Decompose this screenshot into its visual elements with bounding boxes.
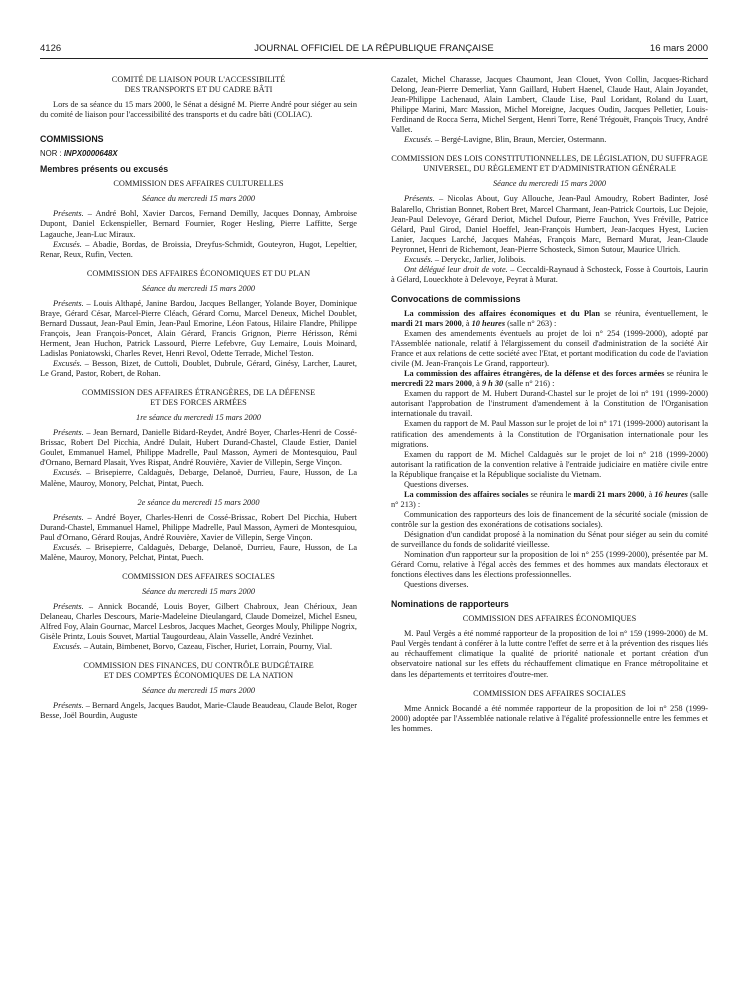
- page-header: [40, 43, 708, 57]
- membres-heading: Membres présents ou excusés: [40, 164, 169, 175]
- fin-seance: Séance du mercredi 15 mars 2000: [142, 686, 255, 696]
- journal-title: JOURNAL OFFICIEL DE LA RÉPUBLIQUE FRANÇAISE: [254, 43, 494, 54]
- right-column: [391, 75, 708, 734]
- cult-title: COMMISSION DES AFFAIRES CULTURELLES: [113, 179, 284, 189]
- fin-title: COMMISSION DES FINANCES, DU CONTRÔLE BUDGÉTAIRE ET DES COMPTES ÉCONOMIQUES DE LA NATION: [83, 661, 314, 681]
- conv-soc-item-4: Questions diverses.: [404, 580, 469, 590]
- loi-presents: Présents. – Nicolas About, Guy Allouche, Jean-Paul Amoudry, Robert Badinter, José Balarello, Christian Bonnet, Robert Bret, Marcel Charmant, Jean-Patrick Courtois, Luc Dejoie, Jean-Paul Delevoye, Gérard Deriot, Michel Dufour, Pierre Fauchon, Yves Fréville, Patrice Gélard, Paul Girod, Daniel Hoeffel, Jean-François Humbert, Jean-Jacques Hyest, Lucien Lanier, Jacques Larché, Jacques Mahéas, François Marc, Bernard Murat, Jean-Claude Peyronnet, Henri de Richemont, Jean-Pierre Schosteck, Simon Sutour, Maurice Ulrich.: [391, 194, 708, 254]
- nom-soc-title: COMMISSION DES AFFAIRES SOCIALES: [473, 688, 626, 698]
- convocations-heading: Convocations de commissions: [391, 293, 521, 304]
- fin-excuses: Excusés. – Bergé-Lavigne, Blin, Braun, Mercier, Ostermann.: [404, 135, 607, 145]
- fin-presents: Présents. – Bernard Angels, Jacques Baudot, Marie-Claude Beaudeau, Claude Belot, Roger Besse, Joël Bourdin, Auguste: [40, 701, 357, 721]
- conv-etr: La commission des affaires étrangères, de la défense et des forces armées se réunira le mercredi 22 mars 2000, à 9 h 30 (salle n° 216) :: [391, 369, 708, 389]
- left-column: [40, 75, 357, 721]
- loi-title: COMMISSION DES LOIS CONSTITUTIONNELLES, DE LÉGISLATION, DU SUFFRAGE UNIVERSEL, DU RÈGLEMENT ET D'ADMINISTRATION GÉNÉRALE: [391, 154, 708, 174]
- etr2-presents: Présents. – André Boyer, Charles-Henri de Cossé-Brissac, Robert Del Picchia, Hubert Durand-Chastel, Emmanuel Hamel, Philippe Madrelle, Paul Masson, Aymeri de Montesquiou, Paul d'Ornano, Gérard Roujas, André Rouvière, Xavier de Villepin, Serge Vinçon.: [40, 512, 357, 542]
- conv-soc-item-1: Communication des rapporteurs des lois de financement de la sécurité sociale (mission de contrôle sur la gestion des exonérations de cotisations sociales).: [391, 509, 708, 529]
- commissions-heading: COMMISSIONS: [40, 134, 104, 145]
- loi-seance: Séance du mercredi 15 mars 2000: [493, 179, 606, 189]
- soc-excuses: Excusés. – Autain, Bimbenet, Borvo, Cazeau, Fischer, Huriet, Lorrain, Pourny, Vial.: [53, 642, 333, 652]
- conv-soc-item-3: Nomination d'un rapporteur sur la proposition de loi n° 255 (1999-2000), présentée par M. Gérard Cornu, relative à l'égal accès des femmes et des hommes aux mandats électoraux et fonctions électives dans les élections professionnelles.: [391, 550, 708, 580]
- conv-soc: La commission des affaires sociales se réunira le mardi 21 mars 2000, à 16 heures (salle n° 213) :: [391, 489, 708, 509]
- conv-etr-item-1: Examen du rapport de M. Hubert Durand-Chastel sur le projet de loi n° 191 (1999-2000) autorisant l'approbation de l'instrument d'amendement à la Constitution de l'Organisation internationale du travail.: [391, 389, 708, 419]
- etr-seance-1: 1re séance du mercredi 15 mars 2000: [136, 413, 261, 423]
- etr2-excuses: Excusés. – Brisepierre, Caldaguès, Debarge, Delanoë, Durrieu, Faure, Husson, de La Malène, Mauroy, Monory, Pelchat, Pintat, Puech.: [40, 542, 357, 562]
- eco-presents: Présents. – Louis Althapé, Janine Bardou, Jacques Bellanger, Yolande Boyer, Dominique Braye, Gérard César, Marcel-Pierre Cléach, Gérard Cornu, Marcel Deneux, Michel Doublet, Bernard Dussaut, Jean-Paul Emin, Jean-Paul Emorine, Léon Fatous, Hilaire Flandre, Philippe François, Jean François-Poncet, Alain Gérard, Francis Grignon, Pierre Hérisson, Rémi Herment, Jean Huchon, Patrick Lassourd, Pierre Lefebvre, Guy Lemaire, Louis Moinard, Ladislas Poniatowski, Charles Revet, Henri Revol, Odette Terrade, Michel Teston.: [40, 298, 357, 358]
- nominations-heading: Nominations de rapporteurs: [391, 599, 509, 610]
- eco-title: COMMISSION DES AFFAIRES ÉCONOMIQUES ET DU PLAN: [86, 268, 311, 278]
- conv-eco-item: Examen des amendements éventuels au projet de loi n° 254 (1999-2000), adopté par l'Assemblée nationale, relatif à l'élargissement du conseil d'administration de la société Air France et aux relations de cette société avec l'Etat, et portant modification du code de l'aviation civile (M. Jean-François Le Grand, rapporteur).: [391, 329, 708, 369]
- comite-title: COMITÉ DE LIAISON POUR L'ACCESSIBILITÉ DES TRANSPORTS ET DU CADRE BÂTI: [111, 75, 286, 95]
- soc-title: COMMISSION DES AFFAIRES SOCIALES: [122, 571, 275, 581]
- cult-seance: Séance du mercredi 15 mars 2000: [142, 194, 255, 204]
- conv-soc-item-2: Désignation d'un candidat proposé à la nomination du Sénat pour siéger au sein du comité de surveillance du fonds de solidarité vieillesse.: [391, 529, 708, 550]
- cult-excuses: Excusés. – Abadie, Bordas, de Broissia, Dreyfus-Schmidt, Gouteyron, Hugot, Lepeltier, Renar, Reux, Rufin, Vecten.: [40, 239, 357, 259]
- nom-eco-text: M. Paul Vergès a été nommé rapporteur de la proposition de loi n° 159 (1999-2000) de M. Paul Vergès tendant à conférer à la lutte contre l'effet de serre et à la prévention des risques liés au réchauffement climatique la qualité de priorité nationale et portant création d'un observatoire national sur les effets du réchauffement climatique en France métropolitaine et dans les départements et territoires d'outre-mer.: [391, 629, 708, 679]
- etr1-excuses: Excusés. – Brisepierre, Caldaguès, Debarge, Delanoë, Durrieu, Faure, Husson, de La Malène, Mauroy, Monory, Pelchat, Pintat, Puech.: [40, 468, 357, 488]
- issue-date: 16 mars 2000: [649, 43, 708, 54]
- nom-eco-title: COMMISSION DES AFFAIRES ÉCONOMIQUES: [462, 614, 637, 624]
- etr1-presents: Présents. – Jean Bernard, Danielle Bidard-Reydet, André Boyer, Charles-Henri de Cossé-Brissac, Robert Del Picchia, André Dulait, Hubert Durand-Chastel, Claude Estier, Daniel Goulet, Emmanuel Hamel, Philippe Madrelle, Paul Masson, Aymeri de Montesquiou, Paul d'Ornano, Bernard Plasait, Yves Rispat, André Rouvière, Xavier de Villepin, Serge Vinçon.: [40, 428, 357, 468]
- nor-reference: NOR : INPX0000648X: [40, 149, 118, 159]
- cult-presents: Présents. – André Bohl, Xavier Darcos, Fernand Demilly, Jacques Donnay, Ambroise Dupont, Daniel Eckenspieller, Bernard Fournier, Roger Hesling, Pierre Laffitte, Serge Lagauche, Jean-Luc Miraux.: [40, 209, 357, 239]
- soc-seance: Séance du mercredi 15 mars 2000: [142, 586, 255, 596]
- comite-text: Lors de sa séance du 15 mars 2000, le Sénat a désigné M. Pierre André pour siéger au sein du comité de liaison pour l'accessibilité des transports et du cadre bâti (COLIAC).: [40, 100, 357, 120]
- loi-delegation: Ont délégué leur droit de vote. – Ceccaldi-Raynaud à Schosteck, Fosse à Courtois, Laurin à Gélard, Loueckhote à Delevoye, Peyrat à Murat.: [391, 264, 708, 284]
- eco-seance: Séance du mercredi 15 mars 2000: [142, 283, 255, 293]
- soc-presents: Présents. – Annick Bocandé, Louis Boyer, Gilbert Chabroux, Jean Chérioux, Jean Delaneau, Charles Descours, Marie-Madeleine Dieulangard, Claude Domeizel, Michel Esneu, Alfred Foy, Alain Gournac, Marcel Lesbros, Jacques Machet, Georges Mouly, Philippe Nogrix, Gisèle Printz, Louis Souvet, Martial Taugourdeau, Alain Vasselle, André Vezinhet.: [40, 601, 357, 642]
- etr-title: COMMISSION DES AFFAIRES ÉTRANGÈRES, DE LA DÉFENSE ET DES FORCES ARMÉES: [81, 388, 316, 408]
- loi-excuses: Excusés. – Deryckc, Jarlier, Jolibois.: [404, 254, 526, 264]
- conv-eco: La commission des affaires économiques et du Plan se réunira, éventuellement, le mardi 21 mars 2000, à 10 heures (salle n° 263) :: [391, 308, 708, 328]
- etr-seance-2: 2e séance du mercredi 15 mars 2000: [137, 497, 260, 507]
- nom-soc-text: Mme Annick Bocandé a été nommée rapporteur de la proposition de loi n° 258 (1999-2000) adoptée par l'Assemblée nationale relative à l'égalité professionnelle entre les femmes et les hommes.: [391, 703, 708, 733]
- conv-etr-item-2: Examen du rapport de M. Paul Masson sur le projet de loi n° 171 (1999-2000) autorisant la ratification des amendements à la Constitution de l'Organisation internationale pour les migrations.: [391, 419, 708, 449]
- fin-presents-cont: Cazalet, Michel Charasse, Jacques Chaumont, Jean Clouet, Yvon Collin, Jacques-Richard Delong, Jean-Pierre Demerliat, Yann Gaillard, Hubert Haenel, Claude Haut, Alain Joyandet, Jean-Philippe Lachenaud, Alain Lambert, Claude Lise, Paul Loridant, Roland du Luart, Philippe Marini, Marc Massion, Michel Moreigne, Jacques Oudin, Jacques Pelletier, Louis-Ferdinand de Rocca Serra, Michel Sergent, Henri Torre, René Trégouët, François Trucy, André Vallet.: [391, 75, 708, 135]
- eco-excuses: Excusés. – Besson, Bizet, de Cuttoli, Doublet, Dubrule, Gérard, Ginésy, Larcher, Lauret, Le Grand, Pastor, Robert, de Rohan.: [40, 359, 357, 379]
- conv-etr-item-3: Examen du rapport de M. Michel Caldaguès sur le projet de loi n° 218 (1999-2000) autorisant la ratification de la convention relative à l'entraide judiciaire en matière civile entre la République française et la République socialiste du Vietnam.: [391, 449, 708, 479]
- header-rule: [40, 58, 708, 59]
- conv-etr-item-4: Questions diverses.: [404, 479, 469, 489]
- page-number: 4126: [40, 43, 62, 54]
